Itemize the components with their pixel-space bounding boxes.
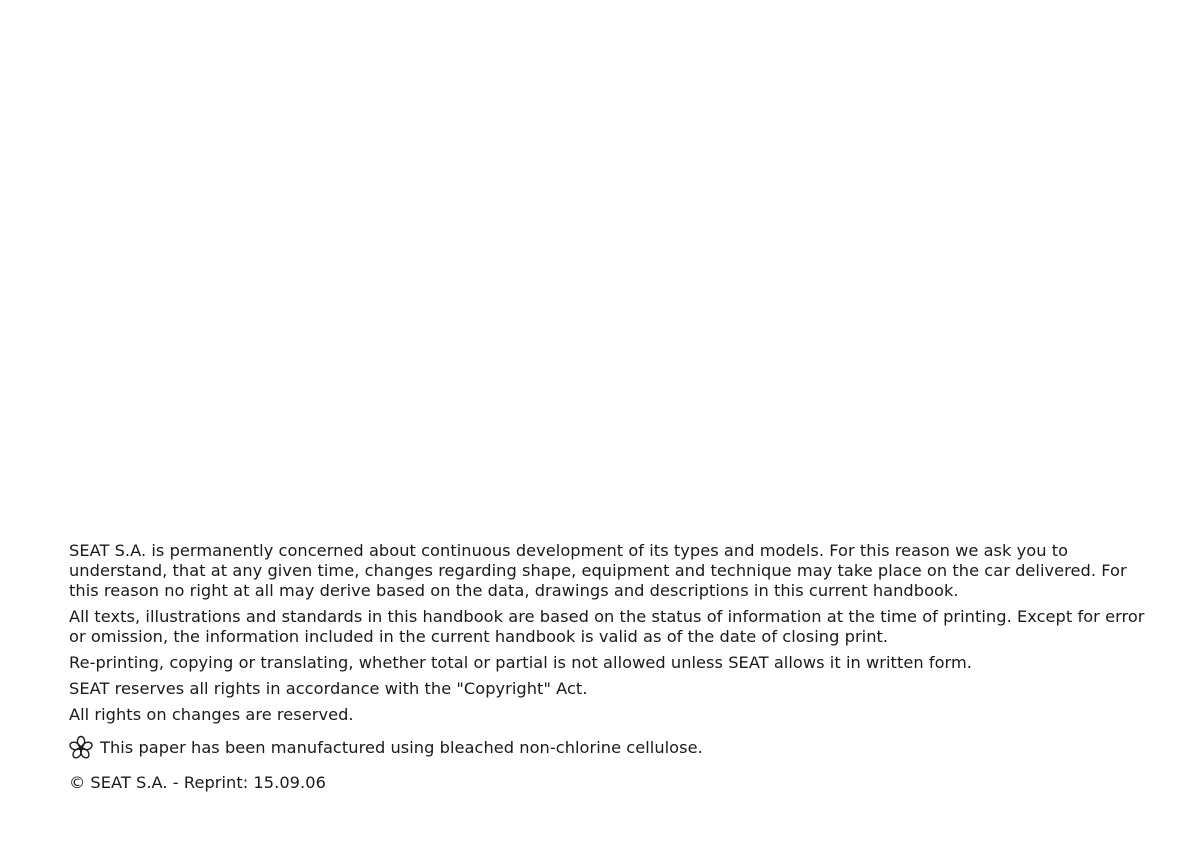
paper-note bbox=[69, 735, 1149, 761]
information-status-notice: All texts, illustrations and standards in this handbook are based on the status of information at the time of printing. Except for error or omission, the information included in the current handbook is valid as of the date of closing print. bbox=[69, 607, 1145, 646]
flower-icon bbox=[68, 735, 94, 761]
changes-notice: All rights on changes are reserved. bbox=[69, 705, 354, 724]
legal-notice bbox=[69, 541, 1149, 799]
copyright-line: © SEAT S.A. - Reprint: 15.09.06 bbox=[69, 773, 326, 792]
reprint-notice: Re-printing, copying or translating, whether total or partial is not allowed unless SEAT allows it in written form. bbox=[69, 653, 972, 672]
paper-note-text: This paper has been manufactured using bleached non-chlorine cellulose. bbox=[100, 738, 703, 757]
rights-notice: SEAT reserves all rights in accordance with the "Copyright" Act. bbox=[69, 679, 588, 698]
development-notice: SEAT S.A. is permanently concerned about continuous development of its types and models. For this reason we ask you to understand, that at any given time, changes regarding shape, equipment and technique may take place on the car delivered. For this reason no right at all may derive based on the data, drawings and descriptions in this current handbook. bbox=[69, 541, 1127, 600]
